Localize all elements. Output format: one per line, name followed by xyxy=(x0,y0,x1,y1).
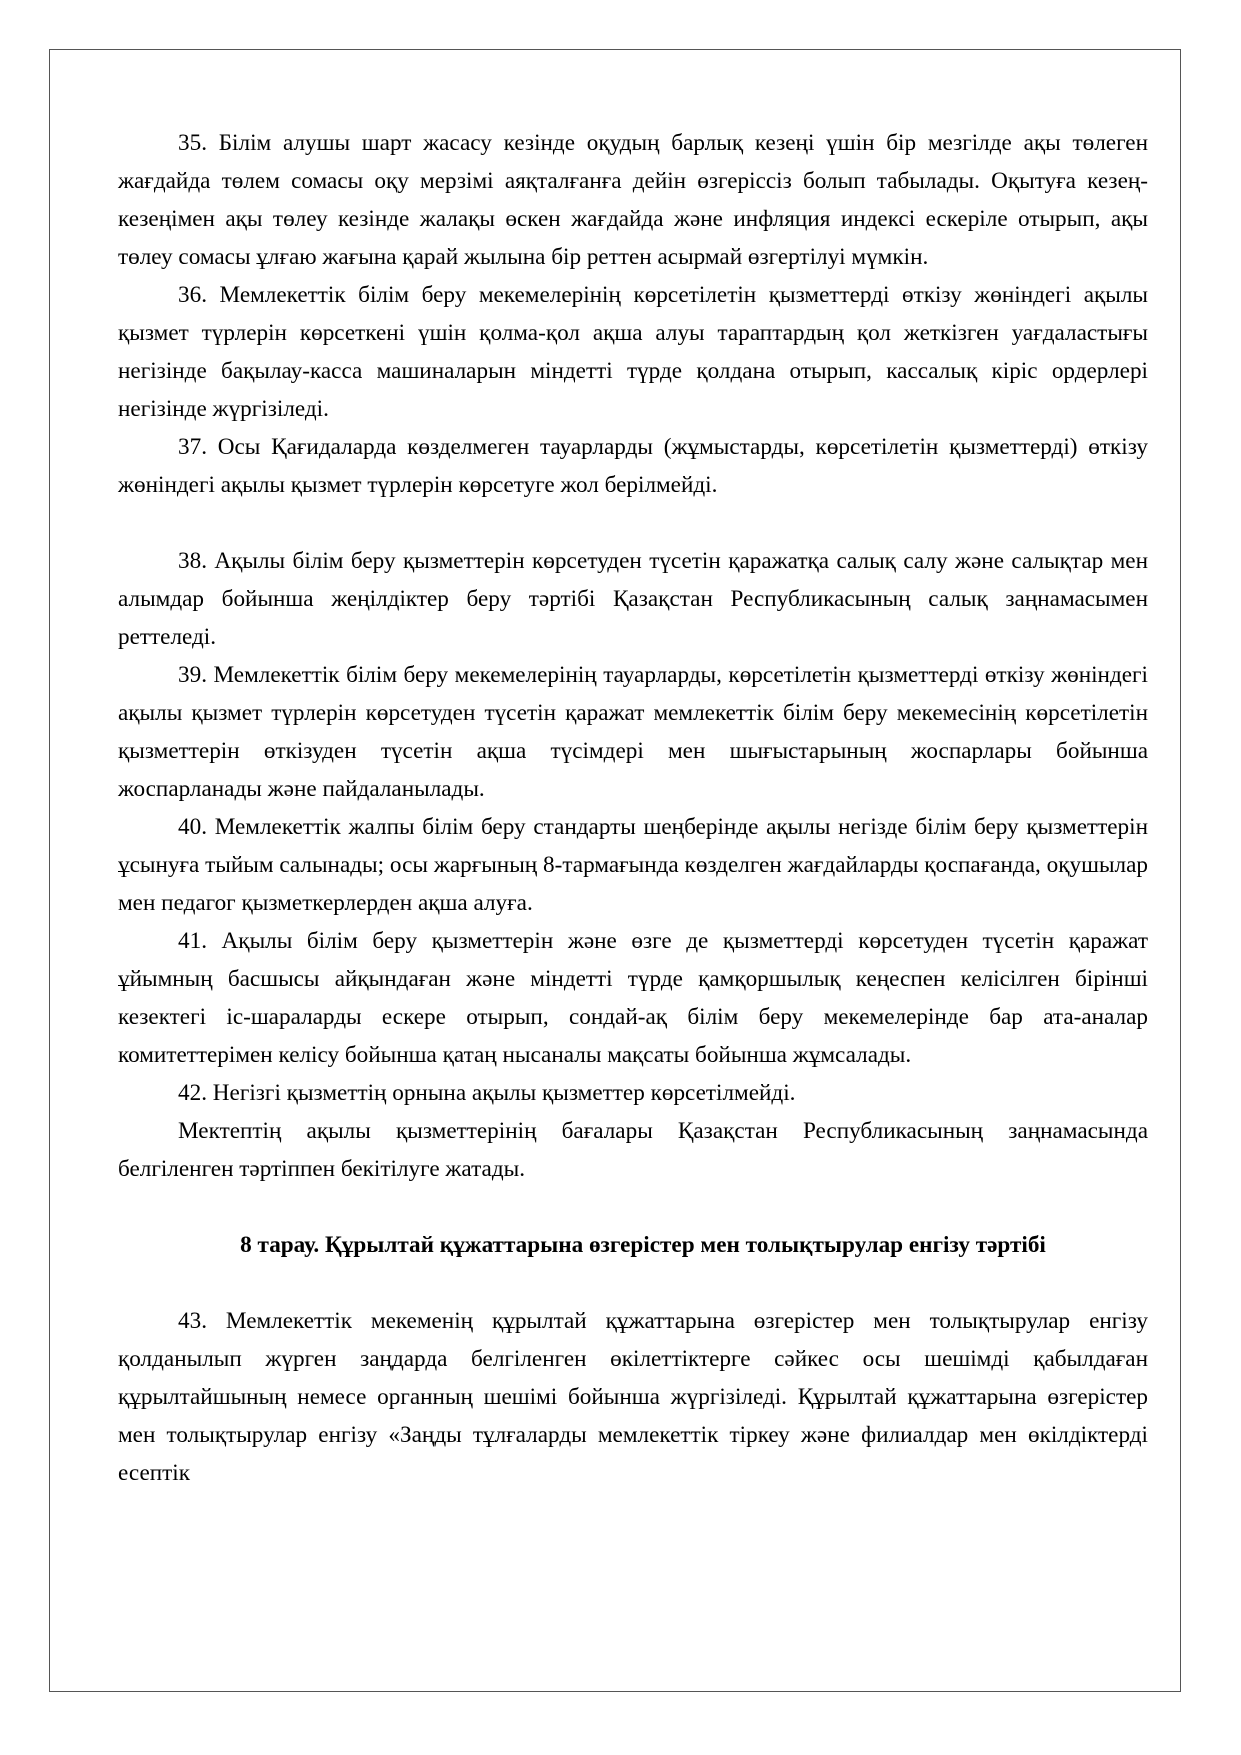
paragraph-35: 35. Білім алушы шарт жасасу кезінде оқудың барлық кезеңі үшін бір мезгілде ақы төлеген жағдайда төлем сомасы оқу мерзімі аяқталғанға дейін өзгеріссіз болып табылады. Оқытуға кезең-кезеңімен ақы төлеу кезінде жалақы өскен жағдайда және инфляция индексі ескеріле отырып, ақы төлеу сомасы ұлғаю жағына қарай жылына бір реттен асырмай өзгертілуі мүмкін. xyxy=(118,130,1148,270)
paragraph-38: 38. Ақылы білім беру қызметтерін көрсетуден түсетін қаражатқа салық салу және салықтар мен алымдар бойынша жеңілдіктер беру тәртібі Қазақстан Республикасының салық заңнамасымен реттеледі. xyxy=(118,548,1148,650)
paragraph-43: 43. Мемлекеттік мекеменің құрылтай құжаттарына өзгерістер мен толықтырулар енгізу қолданылып жүрген заңдарда белгіленген өкілеттіктерге сәйкес осы шешімді қабылдаған құрылтайшының немесе органның шешімі бойынша жүргізіледі. Құрылтай құжаттарына өзгерістер мен толықтырулар енгізу «Заңды тұлғаларды мемлекеттік тіркеу және филиалдар мен өкілдіктерді есептік xyxy=(118,1308,1148,1486)
paragraph-36: 36. Мемлекеттік білім беру мекемелерінің көрсетілетін қызметтерді өткізу жөніндегі ақылы қызмет түрлерін көрсеткені үшін қолма-қол ақша алуы тараптардың қол жеткізген уағдаластығы негізінде бақылау-касса машиналарын міндетті түрде қолдана отырып, кассалық кіріс ордерлері негізінде жүргізіледі. xyxy=(118,282,1148,422)
paragraph-40: 40. Мемлекеттік жалпы білім беру стандарты шеңберінде ақылы негізде білім беру қызметтерін ұсынуға тыйым салынады; осы жарғының 8-тармағында көзделген жағдайларды қоспағанда, оқушылар мен педагог қызметкерлерден ақша алуға. xyxy=(118,814,1148,916)
paragraph-prices: Мектептің ақылы қызметтерінің бағалары Қазақстан Республикасының заңнамасында белгіленген тәртіппен бекітілуге жатады. xyxy=(118,1118,1148,1182)
paragraph-39: 39. Мемлекеттік білім беру мекемелерінің тауарларды, көрсетілетін қызметтерді өткізу жөніндегі ақылы қызмет түрлерін көрсетуден түсетін қаражат мемлекеттік білім беру мекемесінің көрсетілетін қызметтерін өткізуден түсетін ақша түсімдері мен шығыстарының жоспарлары бойынша жоспарланады және пайдаланылады. xyxy=(118,662,1148,802)
blank-line xyxy=(118,504,1148,542)
document-body xyxy=(118,124,1148,1492)
chapter-heading: 8 тарау. Құрылтай құжаттарына өзгерістер мен толықтырулар енгізу тәртібі xyxy=(240,1232,1046,1258)
paragraph-37: 37. Осы Қағидаларда көзделмеген тауарларды (жұмыстарды, көрсетілетін қызметтерді) өткізу жөніндегі ақылы қызмет түрлерін көрсетуге жол берілмейді. xyxy=(118,434,1148,498)
paragraph-42: 42. Негізгі қызметтің орнына ақылы қызметтер көрсетілмейді. xyxy=(178,1080,796,1106)
blank-line xyxy=(118,1188,1148,1226)
blank-line xyxy=(118,1264,1148,1302)
paragraph-41: 41. Ақылы білім беру қызметтерін және өзге де қызметтерді көрсетуден түсетін қаражат ұйымның басшысы айқындаған және міндетті түрде қамқоршылық кеңеспен келісілген бірінші кезектегі іс-шараларды ескере отырып, сондай-ақ білім беру мекемелерінде бар ата-аналар комитеттерімен келісу бойынша қатаң нысаналы мақсаты бойынша жұмсалады. xyxy=(118,928,1148,1068)
